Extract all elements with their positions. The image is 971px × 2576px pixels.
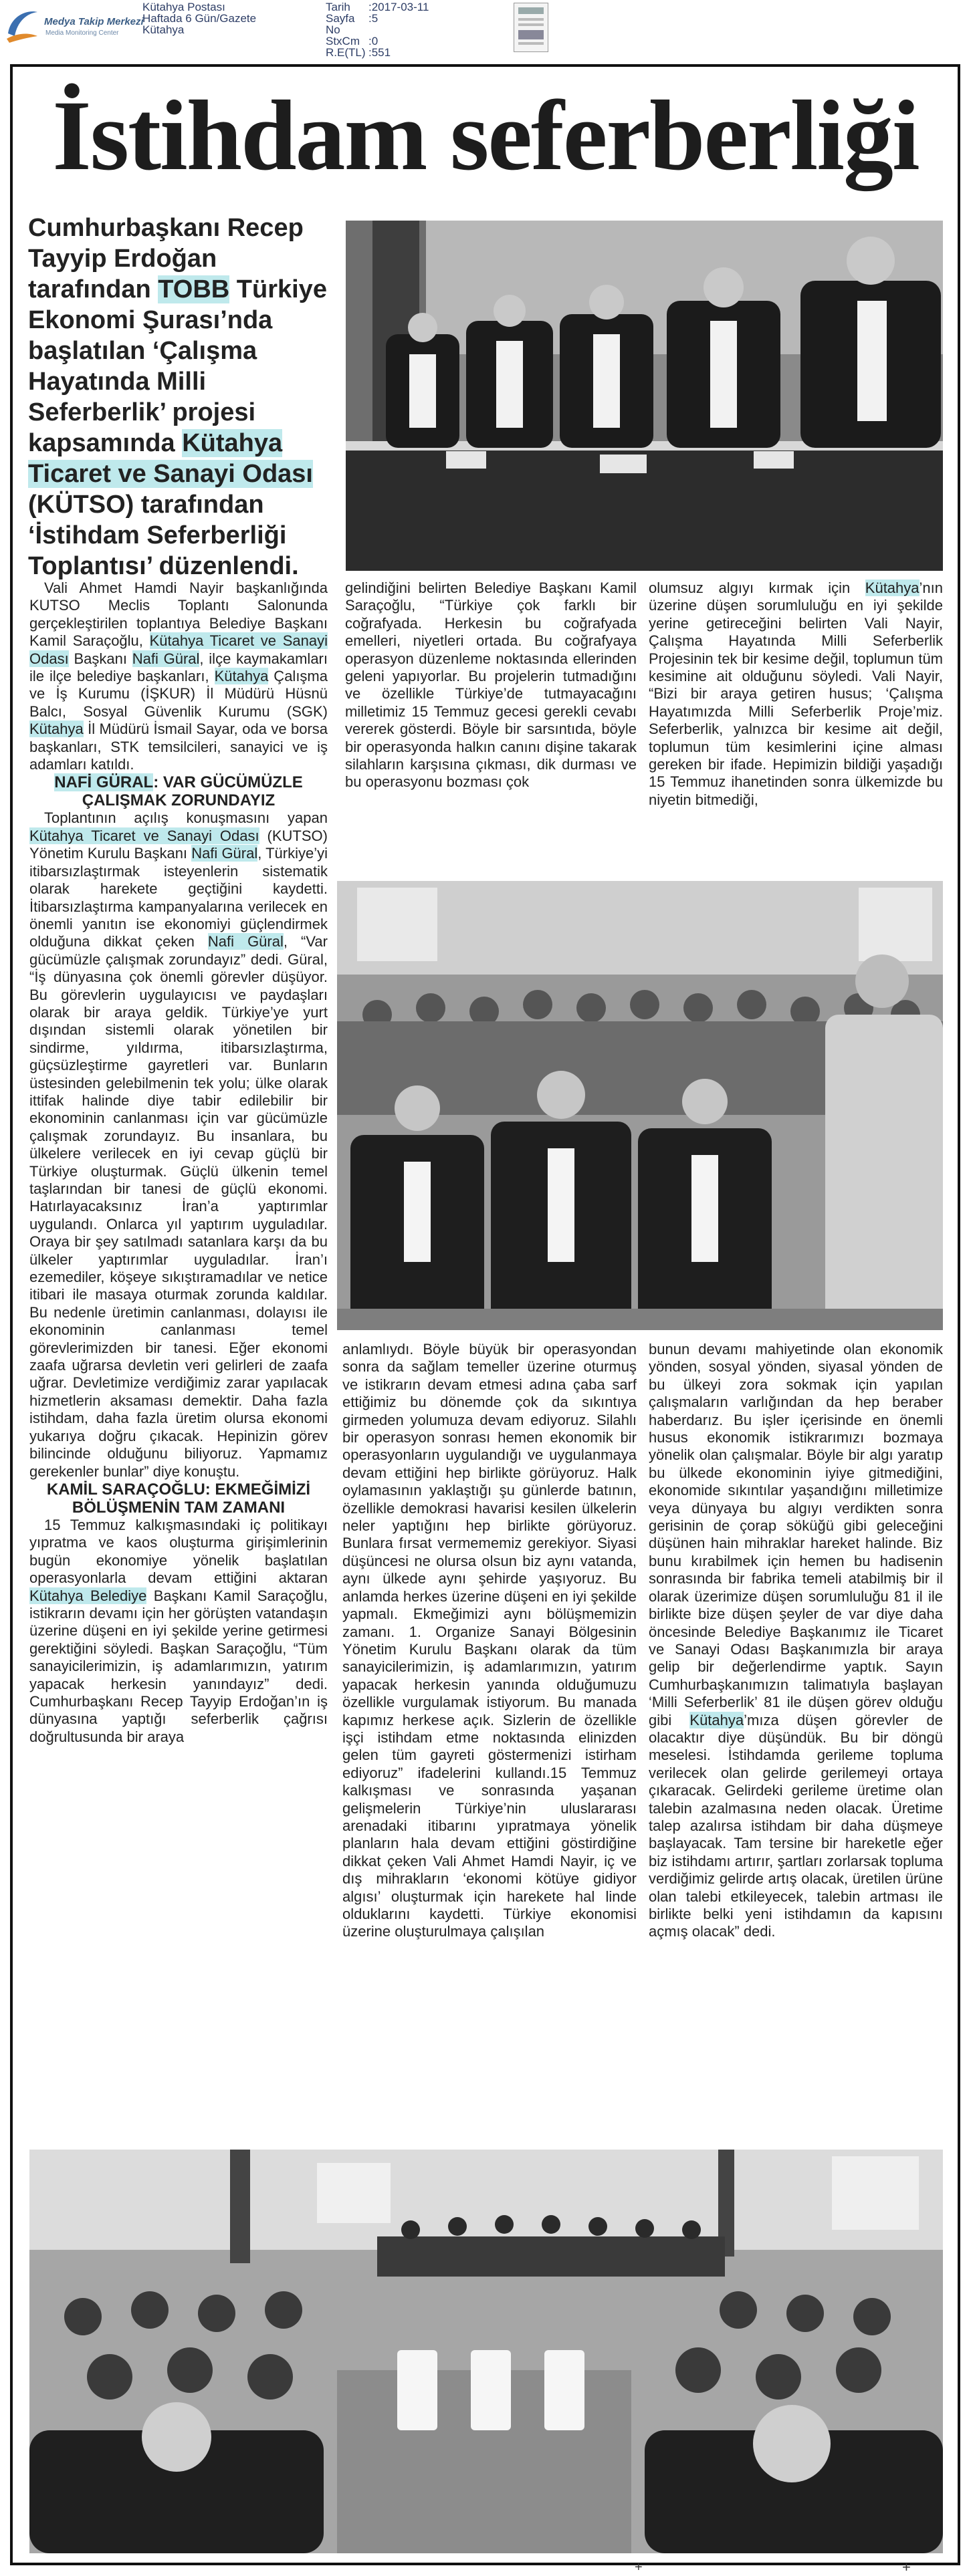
paragraph <box>345 579 637 791</box>
highlighted-term: Kütahya Belediye <box>29 1587 147 1604</box>
text-run: KAMİL SARAÇOĞLU: EKMEĞİMİZİ BÖLÜŞMENİN TAM ZAMANI <box>46 1480 311 1517</box>
paragraph <box>649 579 943 809</box>
crop-mark: + <box>635 2560 643 2575</box>
text-run: , “Var gücümüzle çalışmak zorundayız” dedi. Güral, “İş dünyasına çok önemli görevler düşüyor. Bu görevlerin uygulayıcısı ve paydaşları olarak bir araya geldik. Türkiye’ye yurt dışından sistemli olarak yönetilen bir sindirme, yıldırma, itibarsızlaştırma, güçsüzleştirme gayretleri var. Bunların üstesinden gelebilmenin tek yolu; ülke olarak ittifak halinde diye tabir edilebilir bir ekonominin canlanması için var gücümüzle çalışmak zorundayız. Bu insanlara, bu ülkelere verilecek en iyi cevap güçlü bir Türkiye oluşturmak. Güçlü ülkenin temel taşlarından bir tanesi de güçlü ekonomi. Hatırlayacaksınız İran’a yaptırımlar uygulandı. Onlarca yıl yaptırım uyguladılar. Oraya bir şey satılmadı satanlara karşı da bu ülkeler yaptırımlar uyguladılar. İran’ı ezemediler, köşeye sıkıştıramadılar ve netice itibari ile masaya oturmak zorunda kaldılar. Bu nedenle üretimin canlanması, dolayısı ile ekonominin canlanması temel görevlerimizden bir tanesi. Eğer ekonomi zaafa uğrarsa devletin veri gelirleri de zaafa uğrar. Devletimize verdiğimiz zarar yapılacak hizmetlerin aksaması demektir. Daha fazla istihdam, daha fazla üretim olursa ekonomi yukarıya doğru çıkacak. Hepinizin görev bilincinde olduğunu biliyoruz. Yapmamız gerekenler bunlar” diye konuştu. <box>29 933 328 1480</box>
logo-subtitle: Media Monitoring Center <box>45 29 119 37</box>
text-column-2 <box>345 579 637 791</box>
meta-row-re: R.E(TL) :551 <box>326 46 391 59</box>
highlighted-term: Kütahya <box>29 721 84 738</box>
text-run: ’mıza düşen görevler de olacaktır diye düşündük. Bu bir döngü meselesi. İstihdamda gerileme topluma verilecek olan gelirde gerilemeyi ortaya çıkaracak. Gelirdeki gerileme üretime olan talebin azalmasına neden olacak. Üretime talep azalırsa istihdam bir daha düşmeye başlayacak. Tam tersine bir hareketle eğer biz istihdamı artırır, şartları zorlarsak topluma verdiğimiz gelirde artış olacak, üretilen ürüne olan talebi etkileyecek, talebin artması ile birlikte belki yeni istihdamın da kapısını açmış olacak” dedi. <box>649 1711 943 1940</box>
agency-logo <box>0 3 144 47</box>
highlighted-term: Kütahya Ticaret ve Sanayi Odası <box>28 429 313 488</box>
text-column-4 <box>342 1341 637 1941</box>
paragraph <box>29 1517 328 1746</box>
text-run: Cumhurbaşkanı Recep Tayyip Erdoğan tarafından <box>28 214 304 303</box>
highlighted-term: Nafi Güral <box>191 845 258 862</box>
text-run: gelindiğini belirten Belediye Başkanı Kamil Saraçoğlu, “Türkiye çok farklı bir coğrafyada. Herkesin bu coğrafyada emelleri, niyetleri ortada. Bu coğrafyaya operasyon düzenleme noktasında ellerinden geleni yapıyorlar. Bu projelerin tutmadığını ve özellikle Türkiye’de tutmayacağını milletimiz 15 Temmuz gecesi gerekli cevabı vererek gösterdi. Böyle bir sarsıntıda, böyle bir operasyonda halkın canını dişine takarak silahların karşısına çıkması, dik durması ve bu operasyonu bozması çok <box>345 579 637 791</box>
paragraph <box>29 579 328 773</box>
text-column-1 <box>29 579 328 1746</box>
highlighted-term: Kütahya Ticaret ve Sanayi Odası <box>29 827 259 844</box>
paragraph <box>342 1341 637 1941</box>
highlighted-term: Kütahya <box>214 668 269 685</box>
lead-paragraph <box>28 213 336 582</box>
clipping-header <box>0 0 971 59</box>
highlighted-term: Kütahya <box>689 1711 744 1728</box>
text-run: ’nın üzerine düşen sorumluluğu en iyi şekilde yerine getireceğini belirten Vali Nayir, Çalışma Hayatında Milli Seferberlik Projesinin tek bir kesime değil, toplumun tüm kesimine ait olduğunu söyledi. Vali Nayir, “Bizi bir araya getiren husus; ‘Çalışma Hayatımızda Milli Seferberlik Proje’miz. Seferberlik, yalnızca bir kesime ait değil, toplumun tüm kesimlerini içine alması gereken bir ifade. Hepimizin bildiği yaşadığı 15 Temmuz ihanetinden sonra ülkemizde bu niyetin bitmediği, <box>649 579 943 808</box>
photo-panel-speakers <box>346 221 943 571</box>
subheading <box>29 773 328 809</box>
text-run: anlamlıydı. Böyle büyük bir operasyondan sonra da sağlam temeller üzerine oturmuş ve istikrarın devam etmesi adına çaba sarf ettiğimiz bu dönemde çok da sıkıntıya girmeden yolumuza devam ediyoruz. Silahlı bir operasyon sonrası hemen ekonomik bir operasyonların uygulandığı ve uygulanmaya devam ettiğini hep birlikte görüyoruz. Halk oylamasının yaklaştığı şu günlerde batının, özellikle demokrasi havarisi kesilen ülkelerin neler yaptığını hep birlikte görüyoruz. Bunlara fırsat vermememiz gerekiyor. Siyasi düşüncesi ne olursa olsun biz aynı vatanda, aynı ülkede aynı şehirde yaşıyoruz. Bu anlamda herkes üzerine düşeni en iyi şekilde yapmalı. Ekmeğimizi aynı bölüşmemizin zamanı. 1. Organize Sanayi Bölgesinin Yönetim Kurulu Başkanı olarak da tüm sanayicilerimizin, iş adamlarımızın, yatırım yapacak herkesin yanında olduğumuzu özellikle vurgulamak istiyorum. Bu manada kapımız herkese açık. Sizlerin de özellikle işçi istihdam etme noktasında elinizden gelen tüm gayreti göstermenizi istirham ediyoruz” ifadelerini kullandı.15 Temmuz kalkışması ve sonrasında yaşanan gelişmelerin Türkiye’nin uluslararası arenadaki itibarını yıpratmaya yönelik planların hala devam ettiğini göstirdiğine dikkat çeken Vali Ahmet Hamdi Nayir, iç ve dış mihrakların ‘ekonomi kötüye gidiyor algısı’ oluşturmak için harekete hal linde olduklarını kaydetti. Türkiye ekonomisi üzerine oluşturulmaya çalışılan <box>342 1341 637 1940</box>
text-run: olumsuz algıyı kırmak için <box>649 579 865 596</box>
clipping-meta <box>326 1 500 58</box>
highlighted-term: NAFİ GÜRAL <box>54 773 154 792</box>
text-run: Başkanı <box>68 650 132 667</box>
paragraph <box>29 809 328 1480</box>
text-run: bunun devamı mahiyetinde olan ekonomik yönden, sosyal yönden, siyasal yönden de bu ülkeyi zora sokmak için yapılan çalışmaların varlığından da hep beraber haberdarız. Bu işler içerisinde en önemli husus ekonomik istikrarımızı bozmaya yönelik olan çalışmalar. Böyle bir algı yaratıp bu ülkede ekonominin iyiye gitmediğini, ekonomide sıkıntılar yaşandığını milletimize veya dünyaya bu algıyı verdikten sonra gerisinin de çorap söküğü gibi geleceğini düşünen hain mihraklar hareket halinde. Biz bunu kırabilmek için hemen bu hadisenin sonrasında bir fabrika temeli atabilmiş bir il olarak üzerimize düşen sorumluluğu 81 il ile birlikte bize düşen şeyler de var diye daha öncesinde Belediye Başkanımız ile Ticaret ve Sanayi Odası Başkanımızla bir araya gelip bir değerlendirme yaptık. Sayın Cumhurbaşkanımızın talimatıyla başlayan ‘Milli Seferberlik’ 81 ile düşen görev olduğu gibi <box>649 1341 943 1728</box>
meta-row-stxcm: StxCm :0 <box>326 35 379 47</box>
text-run: 15 Temmuz kalkışmasındaki iç politikayı yıpratma ve kaos oluşturma girişimlerinin bugün ekonomiye yönelik başlatılan operasyonlarla devam ettiğini aktaran <box>29 1516 328 1587</box>
logo-name: Medya Takip Merkezi <box>44 16 144 27</box>
text-run: , ilçe kaymakamları ile ilçe belediye başkanları, <box>29 650 328 685</box>
crop-mark: + <box>902 2559 911 2575</box>
highlighted-term: Kütahya <box>865 579 920 596</box>
meta-row-date: Tarih :2017-03-11 <box>326 1 429 13</box>
text-run: İl Müdürü İsmail Sayar, oda ve borsa başkanları, STK temsilcileri, sanayici ve iş adamları katıldı. <box>29 721 328 773</box>
highlighted-term: Nafi Güral <box>132 650 200 667</box>
photo-audience-front-row <box>337 881 943 1330</box>
publication-city: Kütahya <box>142 23 185 36</box>
headline: İstihdam seferberliği <box>52 80 919 191</box>
text-run: Çalışma ve İş Kurumu (İŞKUR) İl Müdürü Hüsnü Balcı, Sosyal Güvenlik Kurumu (SGK) <box>29 668 328 720</box>
publication-info <box>142 1 303 35</box>
text-column-5 <box>649 1341 943 1941</box>
text-run: Vali Ahmet Hamdi Nayir başkanlığında KUTSO Meclis Toplantı Salonunda gerçekleştirilen toplantıya Belediye Başkanı Kamil Saraçoğlu, <box>29 579 328 650</box>
highlighted-term: Kütahya Ticaret ve Sanayi Odası <box>29 632 328 667</box>
text-run: Türkiye Ekonomi Şurası’nda başlatılan ‘Çalışma Hayatında Milli Seferberlik’ projesi kapsamında <box>28 275 327 457</box>
highlighted-term: TOBB <box>158 275 230 303</box>
text-run: Toplantının açılış konuşmasını yapan <box>44 809 328 827</box>
subheading <box>29 1480 328 1517</box>
paragraph <box>649 1341 943 1941</box>
text-run: Başkanı Kamil Saraçoğlu, istikrarın devamı için her görüşten vatandaşın üzerine düşeni en iyi şekilde yerine getirmesi gerektiğini söyledi. Başkan Saraçoğlu, “Tüm sanayicilerimizin, iş adamlarımızın, yatırım yapacak herkesin yanındayız” dedi. Cumhurbaşkanı Recep Tayyip Erdoğan’ın iş dünyasına yaptığı seferberlik çağrısı doğrultusunda bir araya <box>29 1587 328 1745</box>
photo-meeting-hall <box>29 2150 943 2553</box>
highlighted-term: Nafi Güral <box>207 933 284 950</box>
text-run: (KÜTSO) tarafından ‘İstihdam Seferberliği Toplantısı’ düzenlendi. <box>28 491 299 580</box>
page-thumbnail[interactable] <box>514 3 548 52</box>
publication-name: Kütahya Postası <box>142 1 225 13</box>
text-run: : VAR GÜCÜMÜZLE ÇALIŞMAK ZORUNDAYIZ <box>82 773 303 810</box>
swoosh-icon <box>4 7 40 44</box>
text-run: (KUTSO) Yönetim Kurulu Başkanı <box>29 827 328 862</box>
text-run: , Türkiye’yi itibarsızlaştırmak isteyenlerin sistematik olarak harekete geçtiğini kaydetti. İtibarsızlaştırma kampanyalarına verilecek en önemli yanıtın ise ekonomiyi güçlendirmek olduğuna dikkat çeken <box>29 845 328 950</box>
meta-row-page: Sayfa No :5 <box>326 12 379 36</box>
publication-frequency: Haftada 6 Gün/Gazete <box>142 12 257 25</box>
text-column-3 <box>649 579 943 809</box>
